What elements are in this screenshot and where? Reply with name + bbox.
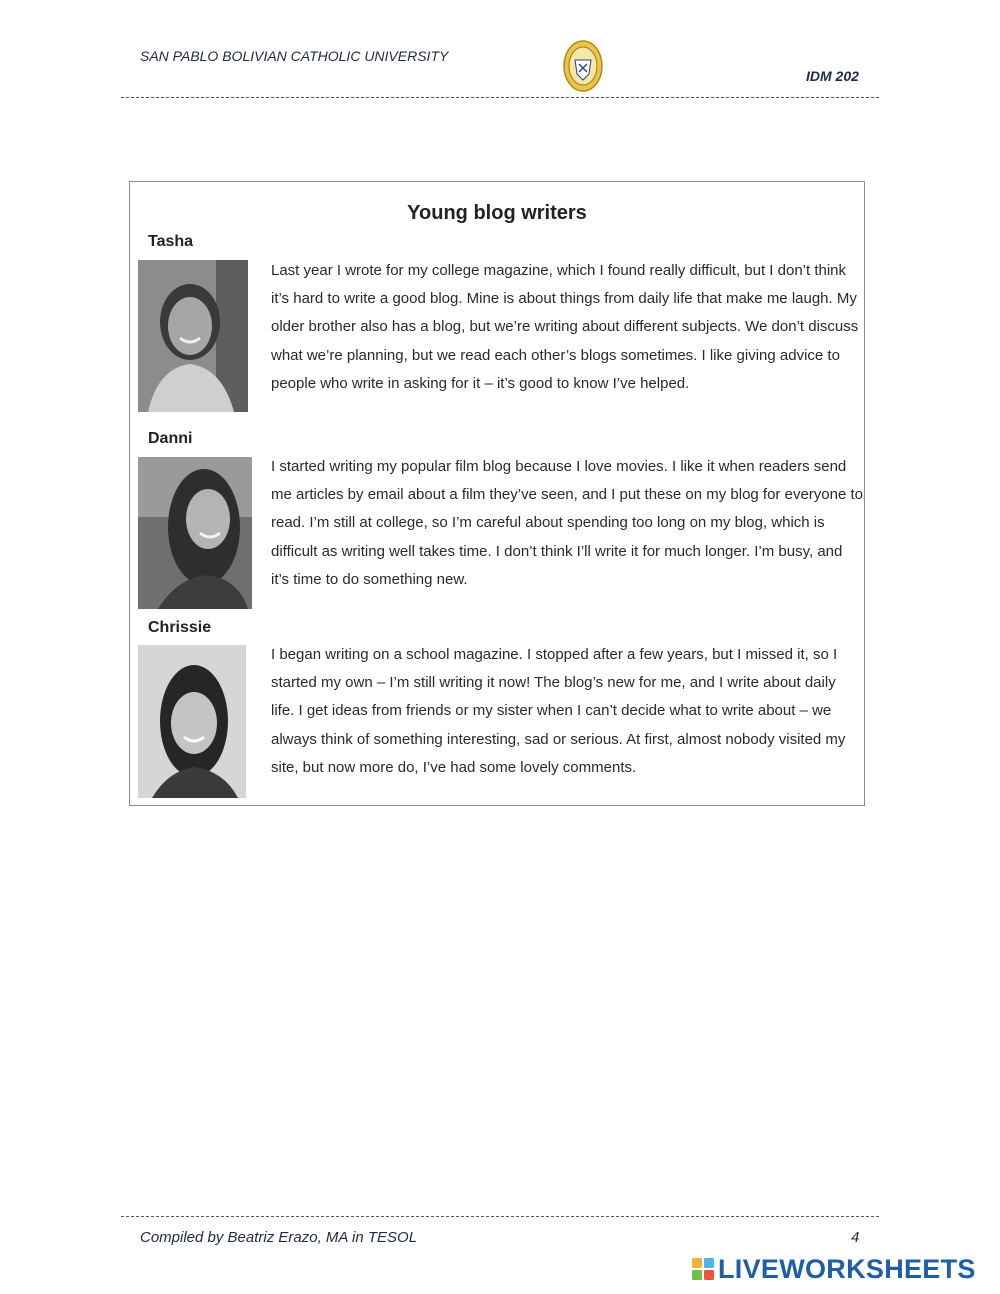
footer-divider [121,1216,879,1217]
university-seal-icon [563,40,603,92]
header-divider [121,97,879,98]
writer-name-chrissie: Chrissie [148,619,212,636]
header-university-name: SAN PABLO BOLIVIAN CATHOLIC UNIVERSITY [140,48,449,64]
writer-name-danni: Danni [148,430,193,447]
writer-text-tasha: Last year I wrote for my college magazine, which I found really difficult, but I don’t think it’s hard to write a good blog. Mine is about things from daily life that make me laugh. My older brother also has a blog, but we’re writing about different subjects. We don’t discuss what we’re planning, but we read each other’s blogs sometimes. I like giving advice to people who write in asking for it – it’s good to know I’ve helped. [271,262,859,392]
liveworksheets-logo[interactable] [692,1254,976,1284]
header-course-code: IDM 202 [806,68,859,84]
writer-name-tasha: Tasha [148,233,194,250]
writer-photo-danni [138,457,252,609]
writer-photo-chrissie [138,645,246,798]
writer-text-danni: I started writing my popular film blog because I love movies. I like it when readers send me articles by email about a film they’ve seen, and I put these on my blog for everyone to read. I’m still at college, so I’m careful about spending too long on my blog, which is difficult as writing well takes time. I don’t think I’ll write it for much longer. I’m busy, and it’s time to do something new. [271,458,863,588]
writer-text-chrissie: I began writing on a school magazine. I stopped after a few years, but I missed it, so I started my own – I’m still writing it now! The blog’s new for me, and I write about daily life. I get ideas from friends or my sister when I can’t decide what to write about – we always think of something interesting, sad or serious. At first, almost nobody visited my site, but now more do, I’ve had some lovely comments. [271,646,846,776]
footer-credit: Compiled by Beatriz Erazo, MA in TESOL [140,1229,418,1246]
liveworksheets-logo-text: LIVEWORKSHEETS [718,1253,976,1284]
liveworksheets-mark-icon [692,1258,714,1280]
writer-photo-tasha [138,260,248,412]
article-title: Young blog writers [407,202,587,224]
page-number: 4 [851,1229,860,1246]
article-frame [129,181,865,806]
